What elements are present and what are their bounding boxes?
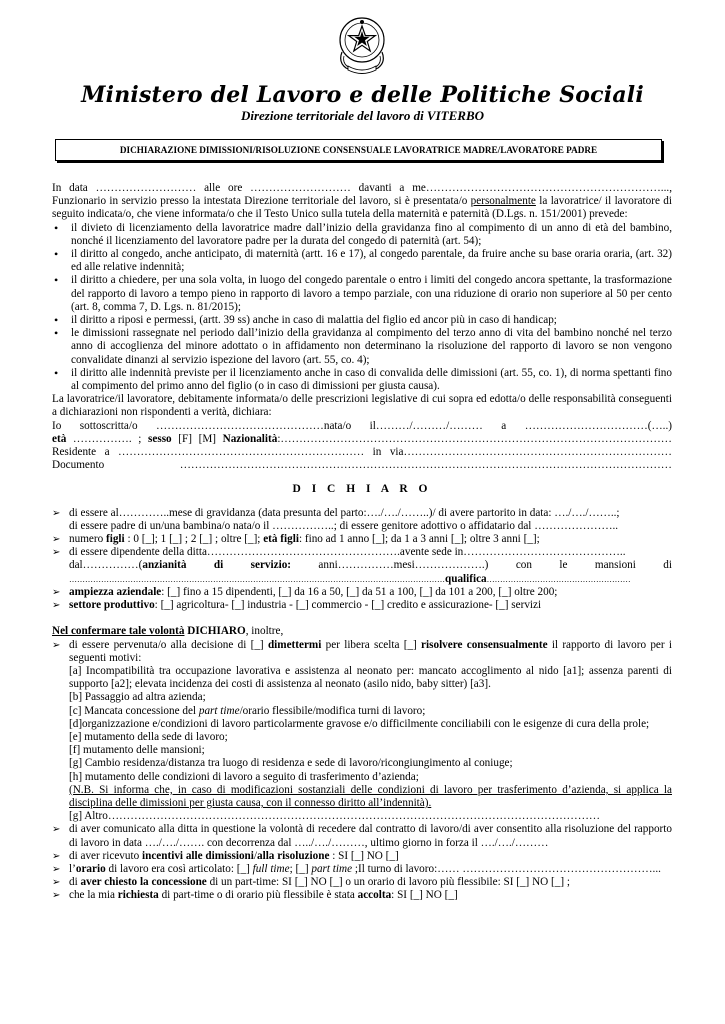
accolta-text-c: di part-time o di orario più flessibile è stata: [158, 889, 358, 902]
figli-item: [52, 533, 672, 546]
full-time-label: full time: [252, 862, 290, 875]
dichiaro-heading: D I C H I A R O: [292, 483, 432, 496]
ministry-name: Ministero del Lavoro e delle Politiche Sociali: [81, 82, 644, 108]
document-title-box: DICHIARAZIONE DIMISSIONI/RISOLUZIONE CONSENSUALE LAVORATRICE MADRE/LAVORATORE PADRE: [55, 139, 662, 161]
right-item-5: • le dimissioni rassegnate nel periodo dall’inizio della gravidanza al compimento del terzo anno di vita del bambino nonché nel terzo anno di accoglienza del minore adottato o in affidamento non determinano la risoluzione del rapporto di lavoro se non vengono convalidate dinanzi al servizio ispezione del lavoro (art. 55, co. 4);: [52, 327, 672, 367]
motivo-altro: [g] Altro……………………………………………………………………………………………………………………: [69, 810, 601, 823]
incentivi-text-a: di aver ricevuto: [69, 849, 142, 862]
decision-text-c: per libera scelta [_]: [321, 638, 422, 651]
residente-line: Residente a ………………………………………………………… in via………………………………………………………………: [52, 446, 672, 459]
chiesto-item: [52, 876, 672, 889]
incentivi-slash: /: [253, 849, 257, 862]
dal-field: dal……………(: [69, 559, 143, 572]
right-item-1: • il divieto di licenziamento della lavoratrice madre dall’inizio della gravidanza fino al compimento di un anno di età del bambino, nonché il licenziamento del lavoratore padre per la durata del congedo di paternità (art. 54);: [52, 222, 672, 248]
nazionalita-field: :……………………………………………………………………………………………: [277, 432, 672, 445]
incentivi-item: [52, 850, 672, 863]
anzianita-label: anzianità di servizio:: [142, 559, 292, 572]
decision-text-a: di essere pervenuta/o alla decisione di [_]: [69, 638, 268, 651]
ditta-item: ➢ di essere dipendente della ditta…………………………………………….avente sede in……………………………………..: [52, 546, 672, 559]
sottoscritta-line: Io sottoscritta/o ………………………………………nata/o il………/………/……… a ……………………………(…..): [52, 419, 672, 432]
figli-text-a: numero: [69, 533, 106, 546]
orario-text-c: di lavoro era così articolato: [_]: [105, 862, 253, 875]
motivo-c-text-a: [c] Mancata concessione del: [69, 704, 199, 717]
eta-sesso-line: [52, 433, 672, 446]
document-body: [52, 182, 672, 903]
informed-statement: La lavoratrice/il lavoratore, debitamente informata/o delle prescrizioni legislative di cui sopra ed edotta/o delle responsabilità conseguenti a dichiarazioni non rispondenti a verità, dichiara:: [52, 393, 672, 419]
eta-field: ……………. ;: [66, 432, 149, 445]
richiesta-label: richiesta: [117, 889, 159, 902]
anzianita-line: [52, 559, 672, 572]
volonta-heading: [52, 625, 672, 638]
sesso-options: [F] [M]: [171, 432, 223, 445]
dimettermi-label: dimettermi: [267, 638, 322, 651]
settore-label: settore produttivo: [69, 599, 155, 612]
risolvere-label: risolvere consensualmente: [421, 638, 548, 651]
motivo-b: [b] Passaggio ad altra azienda;: [69, 691, 206, 704]
documento-line: Documento ……………………………………………………………………………………………………………………: [52, 459, 672, 472]
right-item-2: • il diritto al congedo, anche anticipato, di maternità (artt. 16 e 17), al congedo parentale, da fruire anche su base oraria oraria, (art. 32) ed alle relative indennità;: [52, 248, 672, 274]
orario-text-e: ; [_]: [289, 862, 312, 875]
motivo-h: [h] mutamento delle condizioni di lavoro a seguito di trasferimento d’azienda;: [69, 770, 419, 783]
eta-figli-label: età figli: [263, 533, 299, 546]
anni-mesi-mansioni: anni……………mesi……………….) con le mansioni di: [291, 559, 672, 572]
motivo-f: [f] mutamento delle mansioni;: [69, 744, 205, 757]
italian-republic-emblem-icon: [332, 14, 392, 76]
direzione-territoriale: Direzione territoriale del lavoro di VITERBO: [240, 108, 485, 123]
settore-options: : [_] agricoltura- [_] industria - [_] commercio - [_] credito e assicurazione- [_] servizi: [154, 599, 542, 612]
orario-text-a: l’: [69, 862, 76, 875]
orario-item: [52, 863, 672, 876]
motivo-c-part-time: part time: [198, 704, 240, 717]
accolta-label: accolta: [357, 889, 392, 902]
turno-field: ;Il turno di lavoro:…… ……………………………………………...: [352, 862, 661, 875]
motivo-d: [d]organizzazione e/condizioni di lavoro particolarmente gravose e/o difficilmente conciliabili con le esigenze di cura della prole;: [69, 717, 650, 730]
decision-item: [52, 639, 672, 665]
part-time-label: part time: [311, 862, 353, 875]
motivo-c: [52, 705, 672, 718]
mansioni-line: [52, 573, 672, 586]
spacer: [52, 612, 672, 625]
sesso-label: sesso: [148, 432, 172, 445]
intro-text-c: la lavoratrice/ il lavoratore di seguito indicata/o, che viene informata/o che il Testo Unico sulla tutela della maternità e paternità (D.Lgs. n. 151/2001) prevede:: [52, 195, 672, 221]
mansioni-field: ……………………………………………………………………………………………………………………………: [69, 574, 445, 584]
ampiezza-options: : [_] fino a 15 dipendenti, [_] da 16 a 50, [_] da 51 a 100, [_] da 101 a 200, [_] oltre 200;: [161, 585, 558, 598]
right-item-3: • il diritto a chiedere, per una sola volta, in luogo del congedo parentale o entro i limiti del congedo ancora spettante, la trasformazione del rapporto di lavoro a tempo pieno in rapporto di lavoro a tempo parziale, con una riduzione di orario non superiore al 50 per cento (art. 8, comma 7, D. Lgs. n. 81/2015);: [52, 274, 672, 314]
intro-line-1: In data ……………………… alle ore ……………………… davanti a me………………………………………………………...,: [52, 182, 672, 194]
risoluzione-label: alla risoluzione: [257, 849, 330, 862]
chiesto-label: aver chiesto la concessione: [80, 876, 207, 889]
nazionalita-label: Nazionalità: [222, 432, 278, 445]
eta-label: età: [52, 432, 67, 445]
ampiezza-label: ampiezza aziendale: [69, 585, 162, 598]
decision-text-e: il rapporto di lavoro per i seguenti motivi:: [69, 638, 673, 664]
orario-label: orario: [75, 862, 106, 875]
accolta-options: : SI [_] NO [_]: [391, 889, 458, 902]
incentivi-options: : SI [_] NO [_]: [329, 849, 399, 862]
intro-text-a: Funzionario in servizio presso la intestata Direzione territoriale del lavoro, si è presentata/o: [52, 195, 471, 208]
eta-figli-options: : fino ad 1 anno [_]; da 1 a 3 anni [_]; oltre 3 anni [_];: [298, 533, 540, 546]
volonta-title: Nel confermare tale volontà: [52, 625, 185, 638]
motivo-g: [g] Cambio residenza/distanza tra luogo di residenza e sede di lavoro/ricongiungimento al coniuge;: [69, 757, 513, 770]
intro-personalmente: personalmente: [470, 195, 536, 208]
volonta-inoltre: , inoltre,: [245, 625, 284, 638]
right-item-4: • il diritto a riposi e permessi, (artt. 39 ss) anche in caso di malattia del figlio ed ancor più in caso di handicap;: [52, 314, 672, 327]
settore-item: [52, 599, 672, 612]
ampiezza-item: [52, 586, 672, 599]
motivo-c-text-c: /orario flessibile/modifica turni di lavoro;: [239, 704, 426, 717]
qualifica-label: qualifica: [445, 572, 487, 585]
motivo-e: [e] mutamento della sede di lavoro;: [69, 730, 228, 743]
chiesto-text-a: di: [69, 876, 81, 889]
figli-label: figli: [105, 533, 125, 546]
incentivi-label: incentivi alle dimissioni: [142, 849, 254, 862]
volonta-dichiaro: DICHIARO: [184, 625, 246, 638]
accolta-text-a: che la mia: [69, 889, 118, 902]
chiesto-options: di un part-time: SI [_] NO [_] o un orario di lavoro più flessibile: SI [_] NO [_] ;: [206, 876, 570, 889]
qualifica-field: ………………………………………………: [486, 574, 631, 584]
right-item-6: • il diritto alle indennità previste per il licenziamento anche in caso di convalida delle dimissioni (art. 55, co. 1), di norma spettanti fino al compimento del primo anno del figlio (o in caso di dimissioni per giusta causa).: [52, 367, 672, 393]
motivo-a: [a] Incompatibilità tra occupazione lavorativa e assistenza al neonato per: mancato accoglimento al nido [a1]; assenza parenti di supporto [a2]; elevata incidenza dei costi di assistenza al neonato (asilo nido, baby sitter) [a3].: [69, 664, 672, 691]
intro-line-2: [52, 195, 672, 221]
accolta-item: [52, 889, 672, 902]
padre-line: di essere padre di un/una bambina/o nata/o il ……………..; di essere genitore adottivo o affidatario dal …………………..: [69, 519, 619, 532]
figli-options: : 0 [_]; 1 [_] ; 2 [_] ; oltre [_];: [124, 533, 264, 546]
gravidanza-item: ➢ di essere al…………..mese di gravidanza (data presunta del parto:…./…./……..)/ di avere partorito in data: …./…./……..;: [52, 507, 672, 520]
comunicato-item: ➢ di aver comunicato alla ditta in questione la volontà di recedere dal contratto di lavoro/di aver consentito alla risoluzione del rapporto di lavoro in data …./…./……. con decorrenza dal …../…./………, ultimo giorno in forza il …./…./………: [52, 823, 672, 849]
nb-note: (N.B. Si informa che, in caso di modificazioni sostanziali delle condizioni di lavoro per trasferimento d’azienda, si applica la disciplina delle dimissioni per giusta causa, con il connesso diritto all’indennità).: [69, 783, 672, 809]
